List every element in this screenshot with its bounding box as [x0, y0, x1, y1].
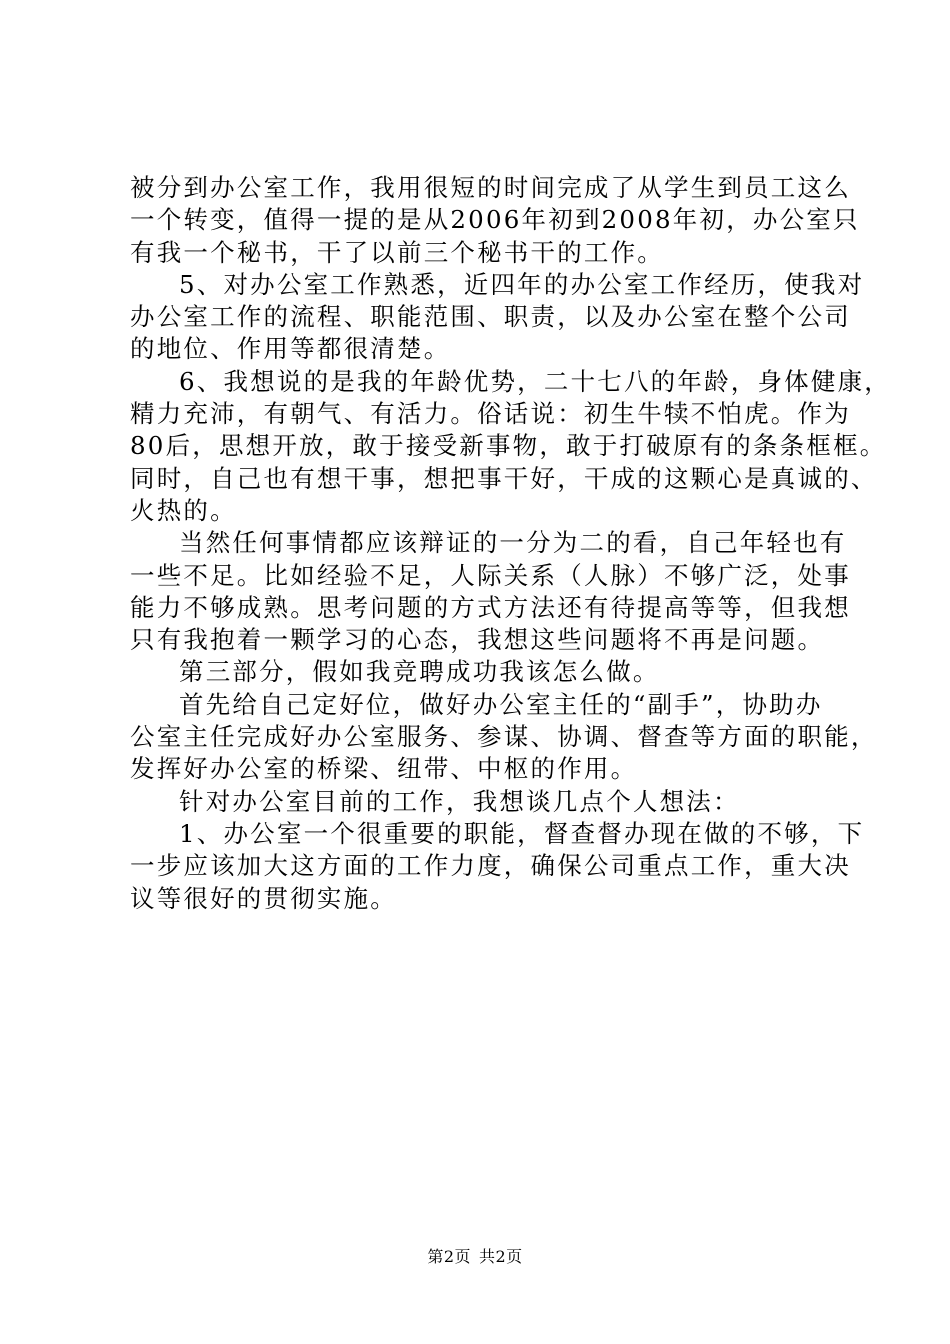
text-line: 公室主任完成好办公室服务、参谋、协调、督查等方面的职能， [130, 722, 878, 752]
text-line: 同时，自己也有想干事，想把事干好，干成的这颗心是真诚的、 [130, 463, 878, 493]
text-line: 一个转变，值得一提的是从2006年初到2008年初，办公室只 [130, 205, 860, 235]
text-line: 精力充沛，有朝气、有活力。俗话说：初生牛犊不怕虎。作为 [130, 399, 851, 429]
text-line: 80后，思想开放，敢于接受新事物，敢于打破原有的条条框框。 [130, 431, 887, 461]
text-line: 6、我想说的是我的年龄优势，二十七八的年龄，身体健康， [179, 366, 891, 396]
text-line: 首先给自己定好位，做好办公室主任的“副手”，协助办 [179, 689, 823, 719]
text-line: 办公室工作的流程、职能范围、职责，以及办公室在整个公司 [130, 302, 851, 332]
text-line: 只有我抱着一颗学习的心态，我想这些问题将不再是问题。 [130, 625, 825, 655]
page-total: 共2页 [479, 1247, 523, 1266]
text-line: 的地位、作用等都很清楚。 [130, 334, 451, 364]
text-line: 发挥好办公室的桥梁、纽带、中枢的作用。 [130, 754, 638, 784]
page-number: 第2页 [427, 1247, 471, 1266]
text-line: 火热的。 [130, 495, 237, 525]
text-line: 被分到办公室工作，我用很短的时间完成了从学生到员工这么 [130, 173, 851, 202]
text-line: 5、对办公室工作熟悉，近四年的办公室工作经历，使我对 [179, 269, 865, 299]
text-line: 当然任何事情都应该辩证的一分为二的看，自己年轻也有 [179, 528, 847, 558]
text-line: 有我一个秘书，干了以前三个秘书干的工作。 [130, 237, 664, 267]
text-line: 1、办公室一个很重要的职能，督查督办现在做的不够，下 [179, 818, 865, 848]
page-footer [0, 1244, 950, 1267]
text-line: 议等很好的贯彻实施。 [130, 883, 397, 913]
text-line: 一些不足。比如经验不足，人际关系（人脉）不够广泛，处事 [130, 560, 851, 590]
text-line: 针对办公室目前的工作，我想谈几点个人想法： [179, 786, 740, 816]
document-body [130, 172, 891, 915]
text-line: 第三部分，假如我竞聘成功我该怎么做。 [179, 657, 660, 687]
text-line: 能力不够成熟。思考问题的方式方法还有待提高等等，但我想 [130, 592, 851, 622]
text-line: 一步应该加大这方面的工作力度，确保公司重点工作，重大决 [130, 851, 851, 881]
